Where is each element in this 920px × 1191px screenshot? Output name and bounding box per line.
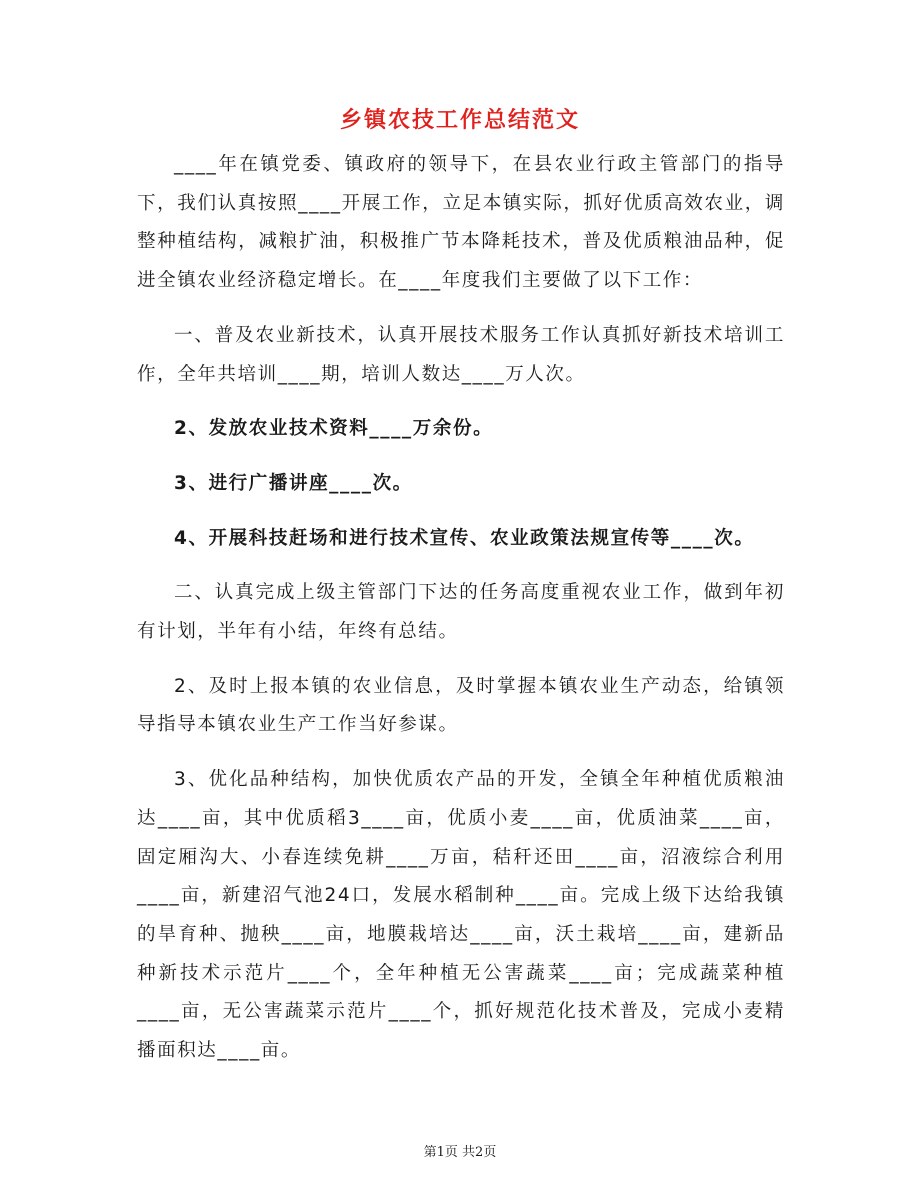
paragraph-intro: ____年在镇党委、镇政府的领导下，在县农业行政主管部门的指导下，我们认真按照____开展工作，立足本镇实际，抓好优质高效农业，调整种植结构，减粮扩油，积极推广节本降耗技术，普及优质粮油品种，促进全镇农业经济稳定增长。在____年度我们主要做了以下工作：: [137, 154, 785, 292]
document-title: 乡镇农技工作总结范文: [339, 108, 580, 133]
paragraph-section-1: 一、普及农业新技术，认真开展技术服务工作认真抓好新技术培训工作，全年共培训____期，培训人数达____万人次。: [137, 324, 785, 385]
paragraph-item-3: 3、进行广播讲座____次。: [174, 472, 413, 494]
paragraph-item-4: 4、开展科技赶场和进行技术宣传、农业政策法规宣传等____次。: [174, 527, 755, 549]
document-body: [137, 146, 785, 1071]
paragraph-section-2: 二、认真完成上级主管部门下达的任务高度重视农业工作，做到年初有计划，半年有小结，年终有总结。: [137, 582, 785, 643]
paragraph-section-2-item-3: 3、优化品种结构，加快优质农产品的开发，全镇全年种植优质粮油达____亩，其中优质稻3____亩，优质小麦____亩，优质油菜____亩，固定厢沟大、小春连续免耕____万亩，秸秆还田____亩，沼液综合利用____亩，新建沼气池24口，发展水稻制种____亩。完成上级下达给我镇的旱育种、抛秧____亩，地膜栽培达____亩，沃土栽培____亩，建新品种新技术示范片____个，全年种植无公害蔬菜____亩；完成蔬菜种植____亩，无公害蔬菜示范片____个，抓好规范化技术普及，完成小麦精播面积达____亩。: [137, 769, 785, 1062]
paragraph-item-2: 2、发放农业技术资料____万余份。: [174, 418, 494, 440]
paragraph-section-2-item-2: 2、及时上报本镇的农业信息，及时掌握本镇农业生产动态，给镇领导指导本镇农业生产工作当好参谋。: [137, 675, 785, 736]
page-number-footer: 第1页 共2页: [423, 1145, 497, 1160]
